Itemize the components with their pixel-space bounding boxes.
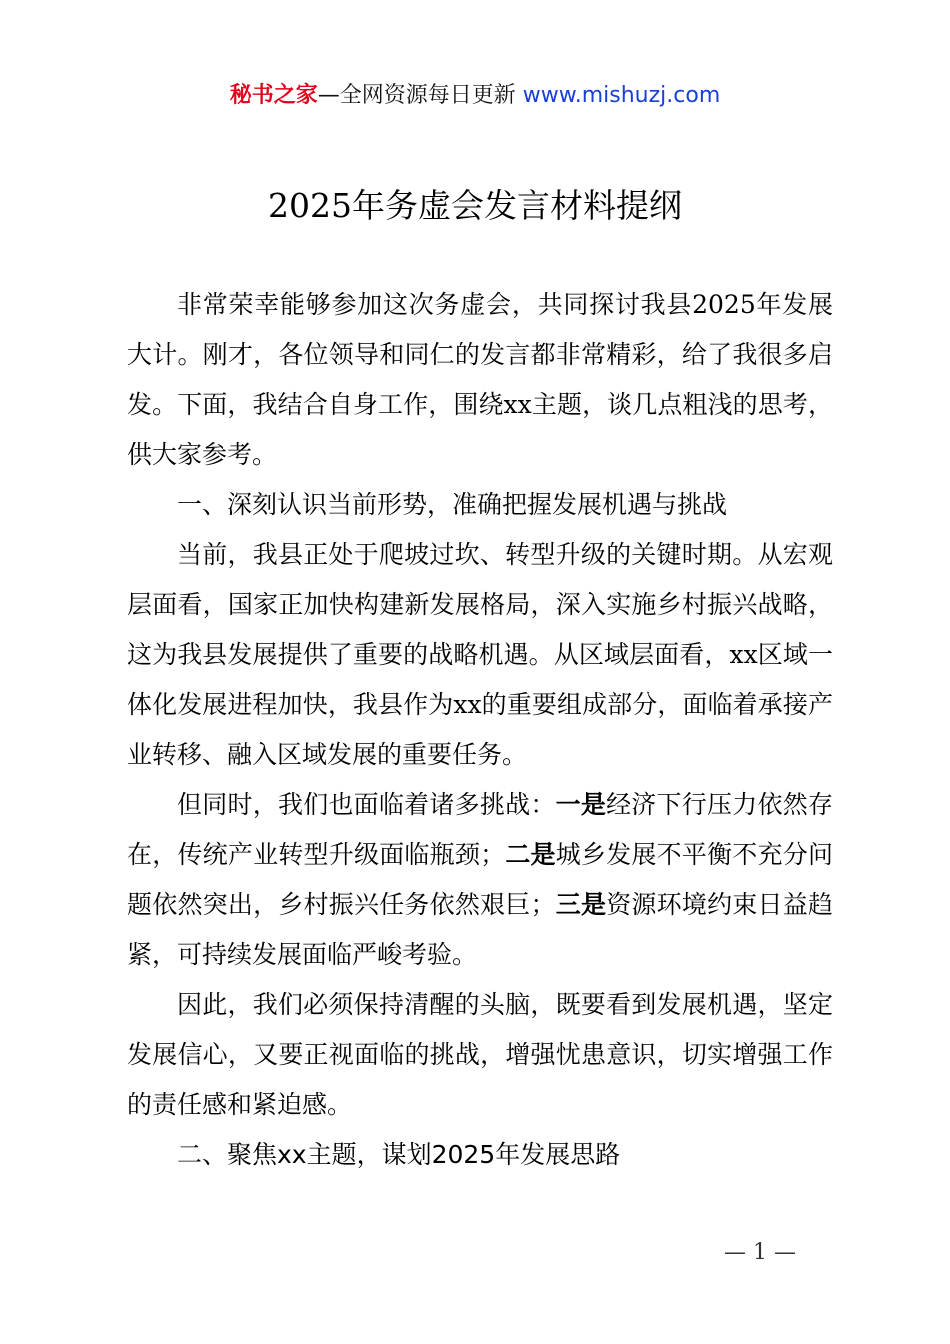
brand-name: 秘书之家 [229,83,318,108]
point-3-label: 三是 [555,890,607,919]
point-2-text: 城乡发展不平衡不充分问题依然突出，乡村振兴任务依然艰巨； [127,840,833,919]
point-2-label: 二是 [505,840,556,869]
site-url[interactable]: www.mishuzj.com [522,83,721,108]
section-1-paragraph-2 [127,780,833,980]
page-number: — 1 — [724,1240,796,1265]
point-1-text: 经济下行压力依然存在，传统产业转型升级面临瓶颈； [127,790,833,869]
section-2-heading: 二、聚焦xx主题，谋划2025年发展思路 [177,1140,621,1169]
header-tagline: —全网资源每日更新 [317,83,516,108]
point-3-text: 资源环境约束日益趋紧，可持续发展面临严峻考验。 [127,890,833,969]
section-1-paragraph-1: 当前，我县正处于爬坡过坎、转型升级的关键时期。从宏观层面看，国家正加快构建新发展格局，深入实施乡村振兴战略，这为我县发展提供了重要的战略机遇。从区域层面看，xx区域一体化发展进程加快，我县作为xx的重要组成部分，面临着承接产业转移、融入区域发展的重要任务。 [127,540,833,769]
section-1-paragraph-3: 因此，我们必须保持清醒的头脑，既要看到发展机遇，坚定发展信心，又要正视面临的挑战，增强忧患意识，切实增强工作的责任感和紧迫感。 [127,990,833,1119]
site-header [0,80,950,112]
document-body [127,280,833,1180]
intro-paragraph: 非常荣幸能够参加这次务虚会，共同探讨我县2025年发展大计。刚才，各位领导和同仁的发言都非常精彩，给了我很多启发。下面，我结合自身工作，围绕xx主题，谈几点粗浅的思考，供大家参考。 [127,290,833,469]
point-1-label: 一是 [555,790,607,819]
challenges-lead: 但同时，我们也面临着诸多挑战： [177,790,556,819]
document-title: 2025年务虚会发言材料提纲 [268,186,682,225]
section-1-heading: 一、深刻认识当前形势，准确把握发展机遇与挑战 [177,490,728,519]
